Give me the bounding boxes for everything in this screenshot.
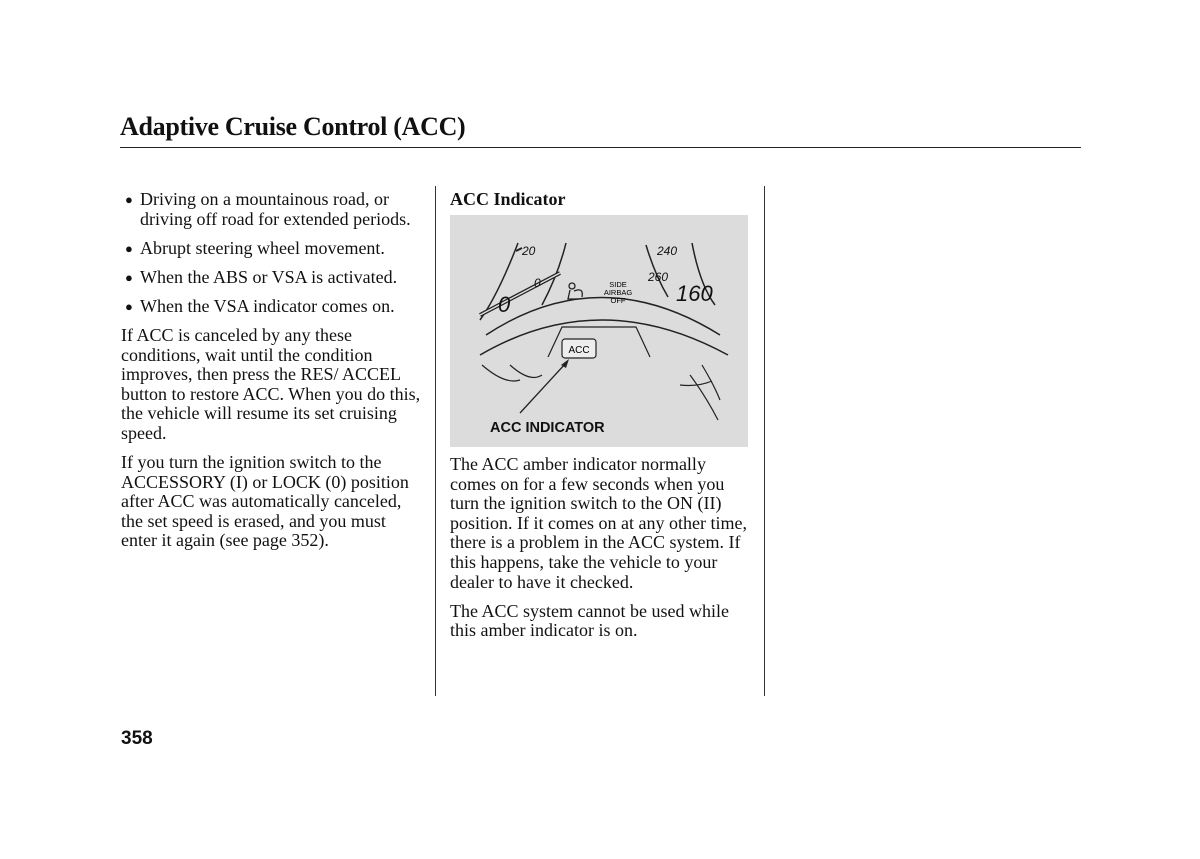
gauge-tick-label: 240 xyxy=(657,244,678,258)
column-divider-right xyxy=(764,186,765,696)
middle-column xyxy=(450,190,752,650)
bullet-icon: ● xyxy=(125,298,133,314)
airbag-label-line: AIRBAG xyxy=(603,288,633,297)
list-item: ● When the ABS or VSA is activated. xyxy=(125,266,398,287)
temperature-readout: 160 xyxy=(676,281,713,306)
airbag-icon xyxy=(569,283,575,289)
section-heading: ACC Indicator xyxy=(450,189,566,209)
body-paragraph: If you turn the ignition switch to the ACCESSORY (I) or LOCK (0) position after ACC was automatically canceled, the set speed is erased, and you must enter it again (see page 352). xyxy=(121,452,409,551)
gauge-tick-label: 260 xyxy=(648,270,669,284)
callout-label: ACC INDICATOR xyxy=(490,420,605,436)
title-rule xyxy=(120,147,1081,148)
speed-readout: 0 xyxy=(498,292,511,317)
list-item: ● When the VSA indicator comes on. xyxy=(125,295,395,316)
airbag-label-line: OFF xyxy=(610,296,626,305)
bullet-icon: ● xyxy=(125,240,133,256)
page-number: 358 xyxy=(121,728,153,749)
condition-list xyxy=(121,190,426,316)
bullet-icon: ● xyxy=(125,269,133,285)
gauge-tick-label: 0 xyxy=(534,276,541,290)
airbag-label-line: SIDE xyxy=(609,280,627,289)
body-paragraph: The ACC system cannot be used while this amber indicator is on. xyxy=(450,600,729,641)
list-item: ● Driving on a mountainous road, or driving off road for extended periods. xyxy=(125,189,411,229)
gauge-tick-label: 20 xyxy=(522,244,536,258)
body-paragraph: The ACC amber indicator normally comes on for a few seconds when you turn the ignition switch to the ON (II) position. If it comes on at any other time, there is a problem in the ACC system. If this happens, take the vehicle to your dealer to have it checked. xyxy=(450,454,747,592)
acc-indicator-figure xyxy=(450,215,748,447)
bullet-icon: ● xyxy=(125,192,133,207)
acc-lamp-text: ACC xyxy=(568,345,590,356)
page-title: Adaptive Cruise Control (ACC) xyxy=(120,112,466,141)
column-divider-left xyxy=(435,186,436,696)
instrument-cluster-illustration xyxy=(450,215,748,447)
list-item: ● Abrupt steering wheel movement. xyxy=(125,237,385,258)
body-paragraph: If ACC is canceled by any these conditions, wait until the condition improves, then press the RES/ ACCEL button to restore ACC. When you do this, the vehicle will resume its set cruising speed. xyxy=(121,324,421,443)
left-column xyxy=(121,190,426,561)
